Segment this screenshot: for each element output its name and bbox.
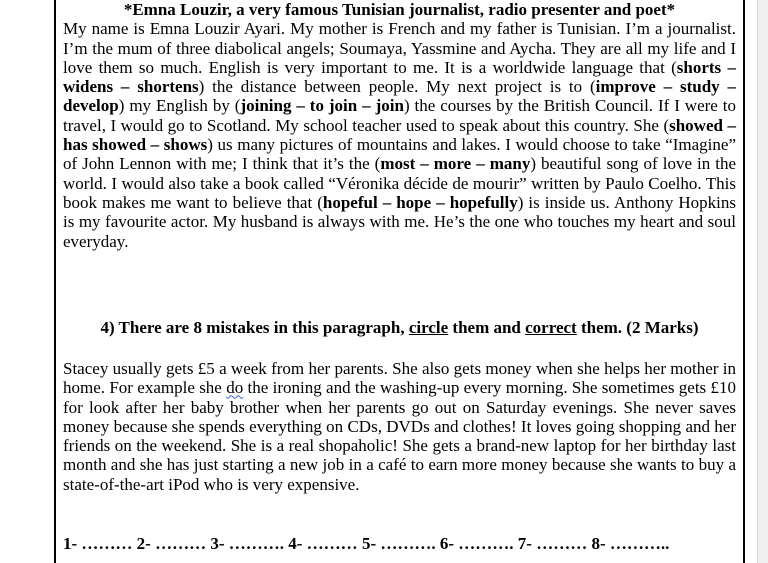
choice-4: showed – has showed – shows [63, 115, 736, 155]
answer-blank-8[interactable]: 8- ……….. [591, 534, 670, 553]
answer-blank-4[interactable]: 4- ……… [288, 534, 362, 553]
task-text: them and [448, 318, 526, 337]
passage-title: *Emna Louzir, a very famous Tunisian journalist, radio presenter and poet* [123, 0, 676, 19]
answer-blank-5[interactable]: 5- ………. [361, 534, 440, 553]
task-heading [63, 318, 736, 337]
task-text: 4) There are 8 mistakes in this paragraph, [100, 318, 409, 337]
passage-text: ) the distance between people. My next project is to ( [198, 77, 596, 97]
document-content [63, 0, 737, 553]
passage-text: My name is Emna Louzir Ayari. My mother is French and my father is Tunisian. I’m a journalist. I’m the mum of three diabolical angels; Soumaya, Yassmine and Aycha. They are all my life and I love them so much. English is very important to me. It is a worldwide language that ( [63, 19, 736, 77]
answer-blanks [63, 534, 736, 553]
choice-2: improve – study – develop [63, 77, 736, 116]
passage-text: ) is inside us. Anthony Hopkins is my favourite actor. My husband is always with me. He’s the one who touches my heart and soul everyday. [63, 192, 737, 251]
answer-blank-6[interactable]: 6- ………. [439, 534, 518, 553]
task-text: them. (2 Marks) [576, 318, 699, 337]
passage-text: ) us many pictures of mountains and lakes. I would choose to take “Imagine” of John Lennon with me; I think that it’s the ( [63, 135, 736, 174]
answer-blank-2[interactable]: 2- ……… [136, 534, 211, 553]
spellcheck-flagged-word[interactable]: do [226, 378, 244, 398]
reading-passage [63, 19, 736, 251]
task-keyword-correct: correct [525, 318, 577, 337]
paragraph-text: the ironing and the washing-up every morning. She sometimes gets £10 for look after her baby brother when her parents go out on Saturday evenings. She never saves money because she spends everything on CDs, DVDs and clothes! It loves going shopping and her friends on the weekend. She is a real shopaholic! She gets a brand-new laptop for her birthday last month and she has just starting a new job in a café to earn more money because she wants to buy a state-of-the-art iPod who is very expensive. [63, 378, 736, 494]
choice-3: joining – to join – join [240, 96, 404, 116]
page-border-left [54, 0, 56, 563]
choice-1: shorts – widens – shortens [63, 57, 736, 97]
answer-blank-1[interactable]: 1- ……… [63, 534, 137, 553]
answer-blank-3[interactable]: 3- ………. [210, 534, 289, 553]
choice-5: most – more – many [380, 154, 531, 174]
page-border-right [743, 0, 745, 563]
choice-6: hopeful – hope – hopefully [322, 192, 518, 212]
scrollbar-track[interactable] [757, 0, 768, 563]
answer-blank-7[interactable]: 7- ……… [517, 534, 592, 553]
passage-text: ) the courses by the British Council. If I were to travel, I would go to Scotland. My school teacher used to speak about this country. She ( [63, 96, 736, 135]
passage-text: ) beautiful song of love in the world. I would also take a book called “Véronika décide de mourir” written by Paulo Coelho. This book makes me want to believe that ( [63, 154, 737, 212]
paragraph-text: Stacey usually gets £5 a week from her parents. She also gets money when she helps her mother in home. For example she [63, 359, 736, 398]
error-paragraph [63, 359, 736, 494]
passage-text: ) my English by ( [118, 96, 241, 116]
task-keyword-circle: circle [408, 318, 449, 337]
